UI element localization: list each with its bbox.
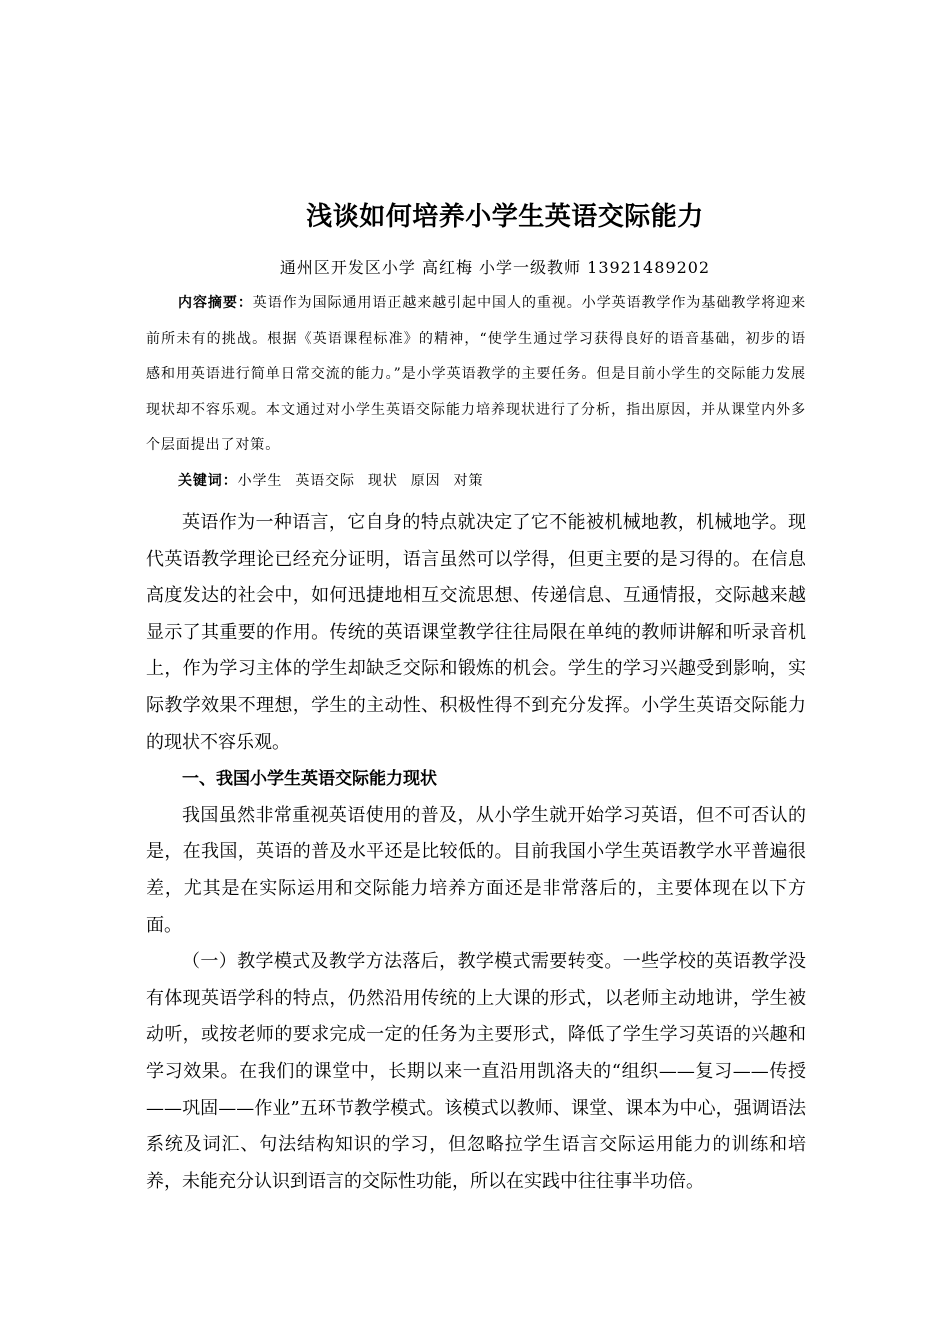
section-paragraph: 我国虽然非常重视英语使用的普及，从小学生就开始学习英语，但不可否认的是，在我国，英语的普及水平还是比较低的。目前我国小学生英语教学水平普遍很差，尤其是在实际运用和交际能力培养方面还是非常落后的，主要体现在以下方面。 [146,804,806,936]
abstract [146,286,806,464]
keyword: 现状 [367,473,398,489]
abstract-text: 英语作为国际通用语正越来越引起中国人的重视。小学英语教学作为基础教学将迎来前所未有的挑战。根据《英语课程标准》的精神，“使学生通过学习获得良好的语音基础，初步的语感和用英语进行简单日常交流的能力。”是小学英语教学的主要任务。但是目前小学生的交际能力发展现状却不容乐观。本文通过对小学生英语交际能力培养现状进行了分析，指出原因，并从课堂内外多个层面提出了对策。 [146,295,806,453]
author-line: 通州区开发区小学 高红梅 小学一级教师 13921489202 [279,258,711,277]
intro-paragraph: 英语作为一种语言，它自身的特点就决定了它不能被机械地教，机械地学。现代英语教学理论已经充分证明，语言虽然可以学得，但更主要的是习得的。在信息高度发达的社会中，如何迅捷地相互交流思想、传递信息、互通情报，交际越来越显示了其重要的作用。传统的英语课堂教学往往局限在单纯的教师讲解和听录音机上，作为学习主体的学生却缺乏交际和锻炼的机会。学生的学习兴趣受到影响，实际教学效果不理想，学生的主动性、积极性得不到充分发挥。小学生英语交际能力的现状不容乐观。 [146,512,806,753]
body-text [146,505,806,1200]
section-heading: 一、我国小学生英语交际能力现状 [182,769,437,790]
keywords-label: 关键词： [178,473,238,489]
keyword: 英语交际 [295,473,355,489]
keyword: 小学生 [237,473,283,489]
subsection-paragraph: （一）教学模式及教学方法落后，教学模式需要转变。一些学校的英语教学没有体现英语学科的特点，仍然沿用传统的上大课的形式，以老师主动地讲，学生被动听，或按老师的要求完成一定的任务为主要形式，降低了学生学习英语的兴趣和学习效果。在我们的课堂中，长期以来一直沿用凯洛夫的“组织——复习——传授——巩固——作业”五环节教学模式。该模式以教师、课堂、课本为中心，强调语法系统及词汇、句法结构知识的学习，但忽略拉学生语言交际运用能力的训练和培养，未能充分认识到语言的交际性功能，所以在实践中往往事半功倍。 [146,951,806,1192]
paper-title: 浅谈如何培养小学生英语交际能力 [306,202,704,232]
keyword: 对策 [453,473,484,489]
abstract-label: 内容摘要： [178,295,253,311]
keyword: 原因 [410,473,441,489]
keywords [178,470,806,490]
